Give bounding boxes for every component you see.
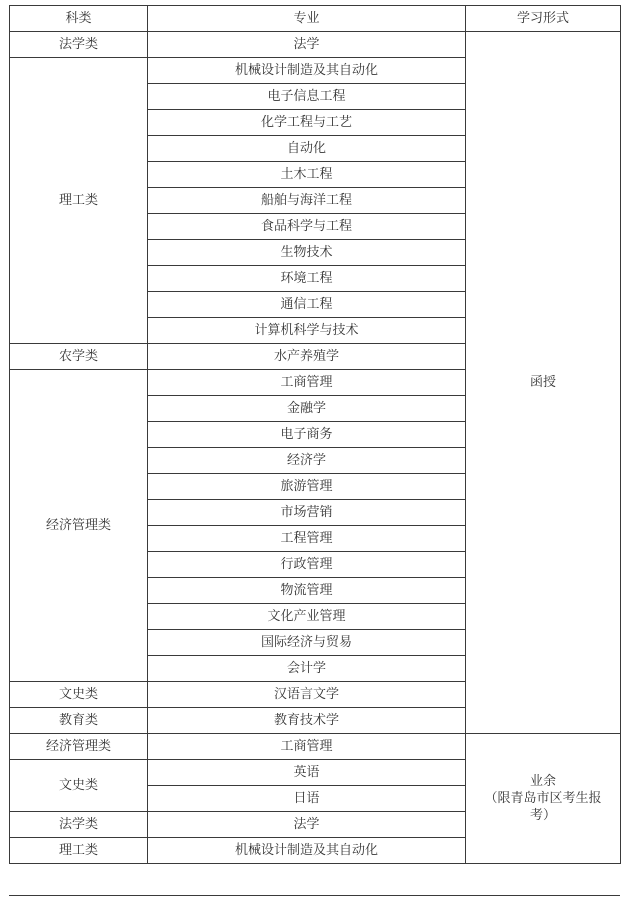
major-cell: 教育技术学 (148, 708, 466, 734)
category-cell: 文史类 (10, 682, 148, 708)
major-cell: 自动化 (148, 136, 466, 162)
major-cell: 汉语言文学 (148, 682, 466, 708)
study-mode-line: 考） (529, 808, 556, 823)
category-cell: 理工类 (10, 838, 148, 864)
study-mode-line: （限青岛市区考生报 (484, 791, 602, 806)
study-mode-cell: 函授 (466, 32, 621, 734)
category-cell: 农学类 (10, 344, 148, 370)
major-cell: 工商管理 (148, 734, 466, 760)
major-cell: 金融学 (148, 396, 466, 422)
major-cell: 生物技术 (148, 240, 466, 266)
table-row (10, 32, 621, 58)
major-cell: 英语 (148, 760, 466, 786)
major-cell: 旅游管理 (148, 474, 466, 500)
major-cell: 机械设计制造及其自动化 (148, 58, 466, 84)
table-body (10, 32, 621, 864)
category-cell: 理工类 (10, 58, 148, 344)
category-cell: 法学类 (10, 812, 148, 838)
major-cell: 工程管理 (148, 526, 466, 552)
major-cell: 经济学 (148, 448, 466, 474)
bottom-rule (9, 895, 620, 896)
major-cell: 水产养殖学 (148, 344, 466, 370)
major-cell: 化学工程与工艺 (148, 110, 466, 136)
major-cell: 文化产业管理 (148, 604, 466, 630)
major-cell: 行政管理 (148, 552, 466, 578)
major-cell: 机械设计制造及其自动化 (148, 838, 466, 864)
category-cell: 经济管理类 (10, 370, 148, 682)
major-cell: 通信工程 (148, 292, 466, 318)
major-cell: 计算机科学与技术 (148, 318, 466, 344)
header-category: 科类 (10, 6, 148, 32)
header-mode: 学习形式 (466, 6, 621, 32)
major-cell: 工商管理 (148, 370, 466, 396)
major-cell: 电子信息工程 (148, 84, 466, 110)
category-cell: 文史类 (10, 760, 148, 812)
major-cell: 市场营销 (148, 500, 466, 526)
table-row (10, 734, 621, 760)
major-cell: 电子商务 (148, 422, 466, 448)
major-cell: 船舶与海洋工程 (148, 188, 466, 214)
programs-table (9, 5, 621, 864)
major-cell: 日语 (148, 786, 466, 812)
category-cell: 法学类 (10, 32, 148, 58)
major-cell: 法学 (148, 812, 466, 838)
major-cell: 土木工程 (148, 162, 466, 188)
header-row (10, 6, 621, 32)
major-cell: 物流管理 (148, 578, 466, 604)
major-cell: 国际经济与贸易 (148, 630, 466, 656)
major-cell: 会计学 (148, 656, 466, 682)
major-cell: 法学 (148, 32, 466, 58)
major-cell: 食品科学与工程 (148, 214, 466, 240)
major-cell: 环境工程 (148, 266, 466, 292)
category-cell: 经济管理类 (10, 734, 148, 760)
category-cell: 教育类 (10, 708, 148, 734)
study-mode-line: 业余 (529, 774, 556, 789)
study-mode-cell (466, 734, 621, 864)
header-major: 专业 (148, 6, 466, 32)
